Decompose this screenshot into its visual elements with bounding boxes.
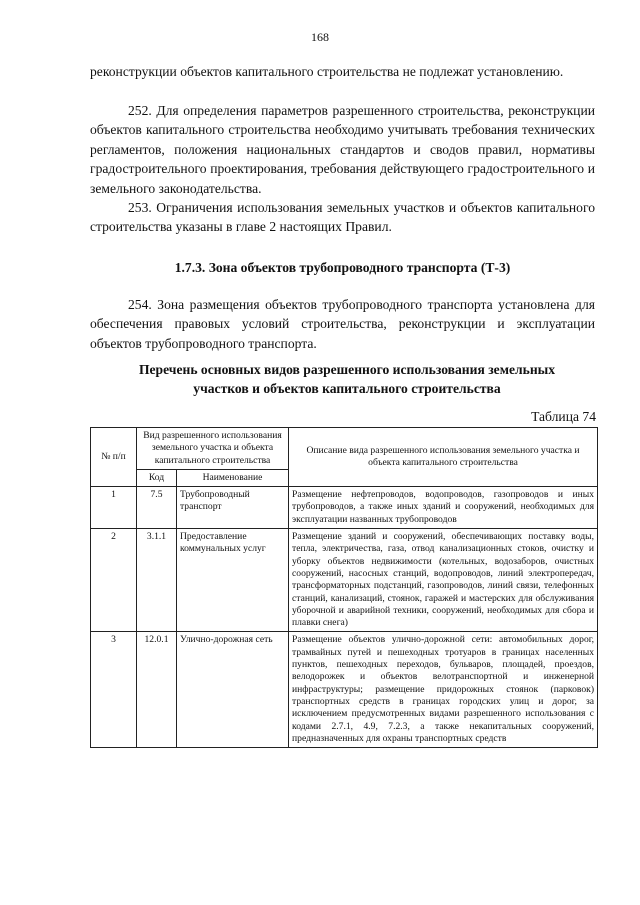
row-code: 7.5 [137,487,177,529]
paragraph-continuation: реконструкции объектов капитального строительства не подлежат установлению. [90,64,564,79]
row-code: 3.1.1 [137,529,177,632]
row-num: 3 [91,632,137,748]
paragraph-252: 252. Для определения параметров разрешенного строительства, реконструкции объектов капитального строительства необходимо учитывать требования технических регламентов, положения национальных стандартов и сводов правил, нормативы градостроительного проектирования, требования действующего градостроительного и земельного законодательства. [90,103,595,196]
header-description: Описание вида разрешенного использования земельного участка и объекта капитального строительства [289,428,598,487]
row-name: Предоставление коммунальных услуг [177,529,289,632]
row-num: 2 [91,529,137,632]
table-caption: Таблица 74 [531,409,596,424]
header-code: Код [137,469,177,486]
section-heading: 1.7.3. Зона объектов трубопроводного транспорта (Т-3) [174,260,511,275]
row-num: 1 [91,487,137,529]
row-description: Размещение объектов улично-дорожной сети: автомобильных дорог, трамвайных путей и пешеходных тротуаров в границах населенных пунктов, пешеходных переходов, бульваров, площадей, проездов, велодорожек и объектов велотранспортной и инженерной инфраструктуры; размещение придорожных стоянок (парковок) транспортных средств в границах городских улиц и дорог, за исключением предусмотренных видами разрешенного использования с кодами 2.7.1, 4.9, 7.2.3, а также некапитальных сооружений, предназначенных для охраны транспортных средств [289,632,598,748]
row-description: Размещение зданий и сооружений, обеспечивающих поставку воды, тепла, электричества, газа, отвод канализационных стоков, очистку и уборку объектов недвижимости (котельных, водозаборов, очистных сооружений, насосных станций, водопроводов, линий электропередач, трансформаторных подстанций, газопроводов, линий связи, телефонных станций, канализаций, стоянок, гаражей и мастерских для обслуживания уборочной и аварийной техники, сооружений, необходимых для сбора и плавки снега) [289,529,598,632]
table-row [91,632,598,748]
page-number: 168 [311,30,329,44]
header-num: № п/п [91,428,137,487]
list-heading: Перечень основных видов разрешенного использования земельных участков и объектов капитального строительства [138,362,556,397]
row-name: Трубопроводный транспорт [177,487,289,529]
header-usage-group: Вид разрешенного использования земельного участка и объекта капитального строительства [137,428,289,470]
paragraph-254: 254. Зона размещения объектов трубопроводного транспорта установлена для обеспечения правовых условий строительства, реконструкции и эксплуатации объектов трубопроводного транспорта. [90,297,595,351]
row-name: Улично-дорожная сеть [177,632,289,748]
header-name: Наименование [177,469,289,486]
row-description: Размещение нефтепроводов, водопроводов, газопроводов и иных трубопроводов, а также иных зданий и сооружений, необходимых для эксплуатации названных трубопроводов [289,487,598,529]
table-row [91,487,598,529]
table-row [91,529,598,632]
usage-table [90,427,598,748]
row-code: 12.0.1 [137,632,177,748]
paragraph-253: 253. Ограничения использования земельных участков и объектов капитального строительства указаны в главе 2 настоящих Правил. [90,200,595,235]
